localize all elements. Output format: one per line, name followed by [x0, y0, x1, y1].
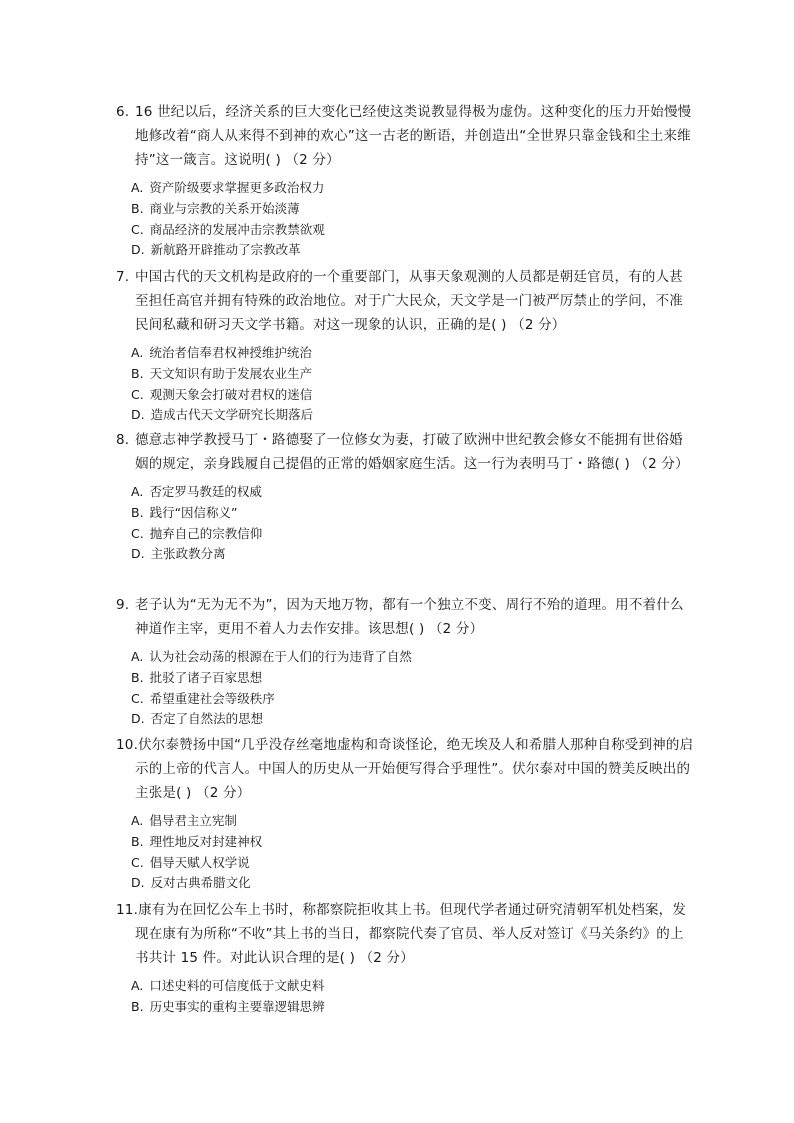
options-list [116, 811, 696, 894]
option-b: B. 历史事实的重构主要靠逻辑思辨 [131, 998, 325, 1014]
options-list [116, 976, 696, 1018]
question-text: 中国古代的天文机构是政府的一个重要部门，从事天象观测的人员都是朝廷官员，有的人甚至担任高官并拥有特殊的政治地位。对于广大民众，天文学是一门被严厉禁止的学问，不准民间私藏和研习天文学书籍。对这一现象的认识，正确的是( ) （2 分） [135, 269, 683, 333]
question-stem [116, 733, 696, 805]
question-10 [116, 733, 696, 894]
option-c: C. 希望重建社会等级秩序 [131, 690, 275, 706]
option-d: D. 新航路开辟推动了宗教改革 [131, 242, 301, 258]
question-text: 老子认为“无为无不为”，因为天地万物，都有一个独立不变、周行不殆的道理。用不着什么神道作主宰，更用不着人力去作安排。该思想( ) （2 分） [135, 597, 684, 637]
question-6 [116, 100, 696, 261]
options-list [116, 343, 696, 426]
option-b: B. 批驳了诸子百家思想 [131, 669, 263, 685]
option-a: A. 否定罗马教廷的权威 [131, 484, 262, 499]
question-text: 德意志神学教授马丁・路德娶了一位修女为妻，打破了欧洲中世纪教会修女不能拥有世俗婚姻的规定，亲身践履自己提倡的正常的婚姻家庭生活。这一行为表明马丁・路德( ) （2 分） [135, 432, 689, 472]
option-d: D. 反对古典希腊文化 [131, 875, 251, 891]
option-b: B. 天文知识有助于发展农业生产 [131, 365, 313, 381]
question-number: 8. [116, 432, 130, 448]
question-stem [116, 593, 696, 641]
option-d: D. 造成古代天文学研究长期落后 [131, 407, 314, 423]
option-a: A. 倡导君主立宪制 [131, 813, 237, 828]
question-7 [116, 265, 696, 426]
option-a: A. 资产阶级要求掌握更多政治权力 [131, 180, 325, 195]
question-text: 16 世纪以后，经济关系的巨大变化已经使这类说教显得极为虚伪。这种变化的压力开始慢慢地修改着“商人从来得不到神的欢心”这一古老的断语，并创造出“全世界只靠金钱和尘土来维持”这一箴言。这说明( ) （2 分） [135, 104, 692, 168]
question-8 [116, 428, 696, 565]
question-number: 9. [116, 597, 130, 613]
question-stem [116, 428, 696, 476]
options-list [116, 482, 696, 565]
option-a: A. 认为社会动荡的根源在于人们的行为违背了自然 [131, 649, 412, 664]
question-11 [116, 898, 696, 1018]
question-stem [116, 100, 696, 172]
question-number: 10. [116, 737, 139, 753]
option-c: C. 抛弃自己的宗教信仰 [131, 525, 263, 541]
option-d: D. 主张政教分离 [131, 546, 226, 562]
options-list [116, 178, 696, 261]
question-number: 6. [116, 104, 130, 120]
question-9 [116, 593, 696, 730]
option-c: C. 倡导天赋人权学说 [131, 854, 250, 870]
options-list [116, 647, 696, 730]
question-stem [116, 898, 696, 970]
question-text: 伏尔泰赞扬中国“几乎没存丝毫地虚构和奇谈怪论，绝无埃及人和希腊人那种自称受到神的启示的上帝的代言人。中国人的历史从一开始便写得合乎理性”。伏尔泰对中国的赞美反映出的主张是( ) （2 分） [135, 737, 694, 801]
question-number: 7. [116, 269, 130, 285]
question-text: 康有为在回忆公车上书时，称都察院拒收其上书。但现代学者通过研究清朝军机处档案，发现在康有为所称“不收”其上书的当日，都察院代奏了官员、举人反对签订《马关条约》的上书共计 15 件。对此认识合理的是( ) （2 分） [135, 902, 687, 966]
option-c: C. 观测天象会打破对君权的迷信 [131, 386, 313, 402]
option-d: D. 否定了自然法的思想 [131, 711, 264, 727]
option-a: A. 统治者信奉君权神授维护统治 [131, 345, 312, 360]
option-b: B. 践行“因信称义” [131, 504, 238, 520]
option-b: B. 商业与宗教的关系开始淡薄 [131, 200, 300, 216]
question-number: 11. [116, 902, 139, 918]
option-b: B. 理性地反对封建神权 [131, 833, 263, 849]
option-c: C. 商品经济的发展冲击宗教禁欲观 [131, 221, 325, 237]
option-a: A. 口述史料的可信度低于文献史料 [131, 978, 325, 993]
question-stem [116, 265, 696, 337]
